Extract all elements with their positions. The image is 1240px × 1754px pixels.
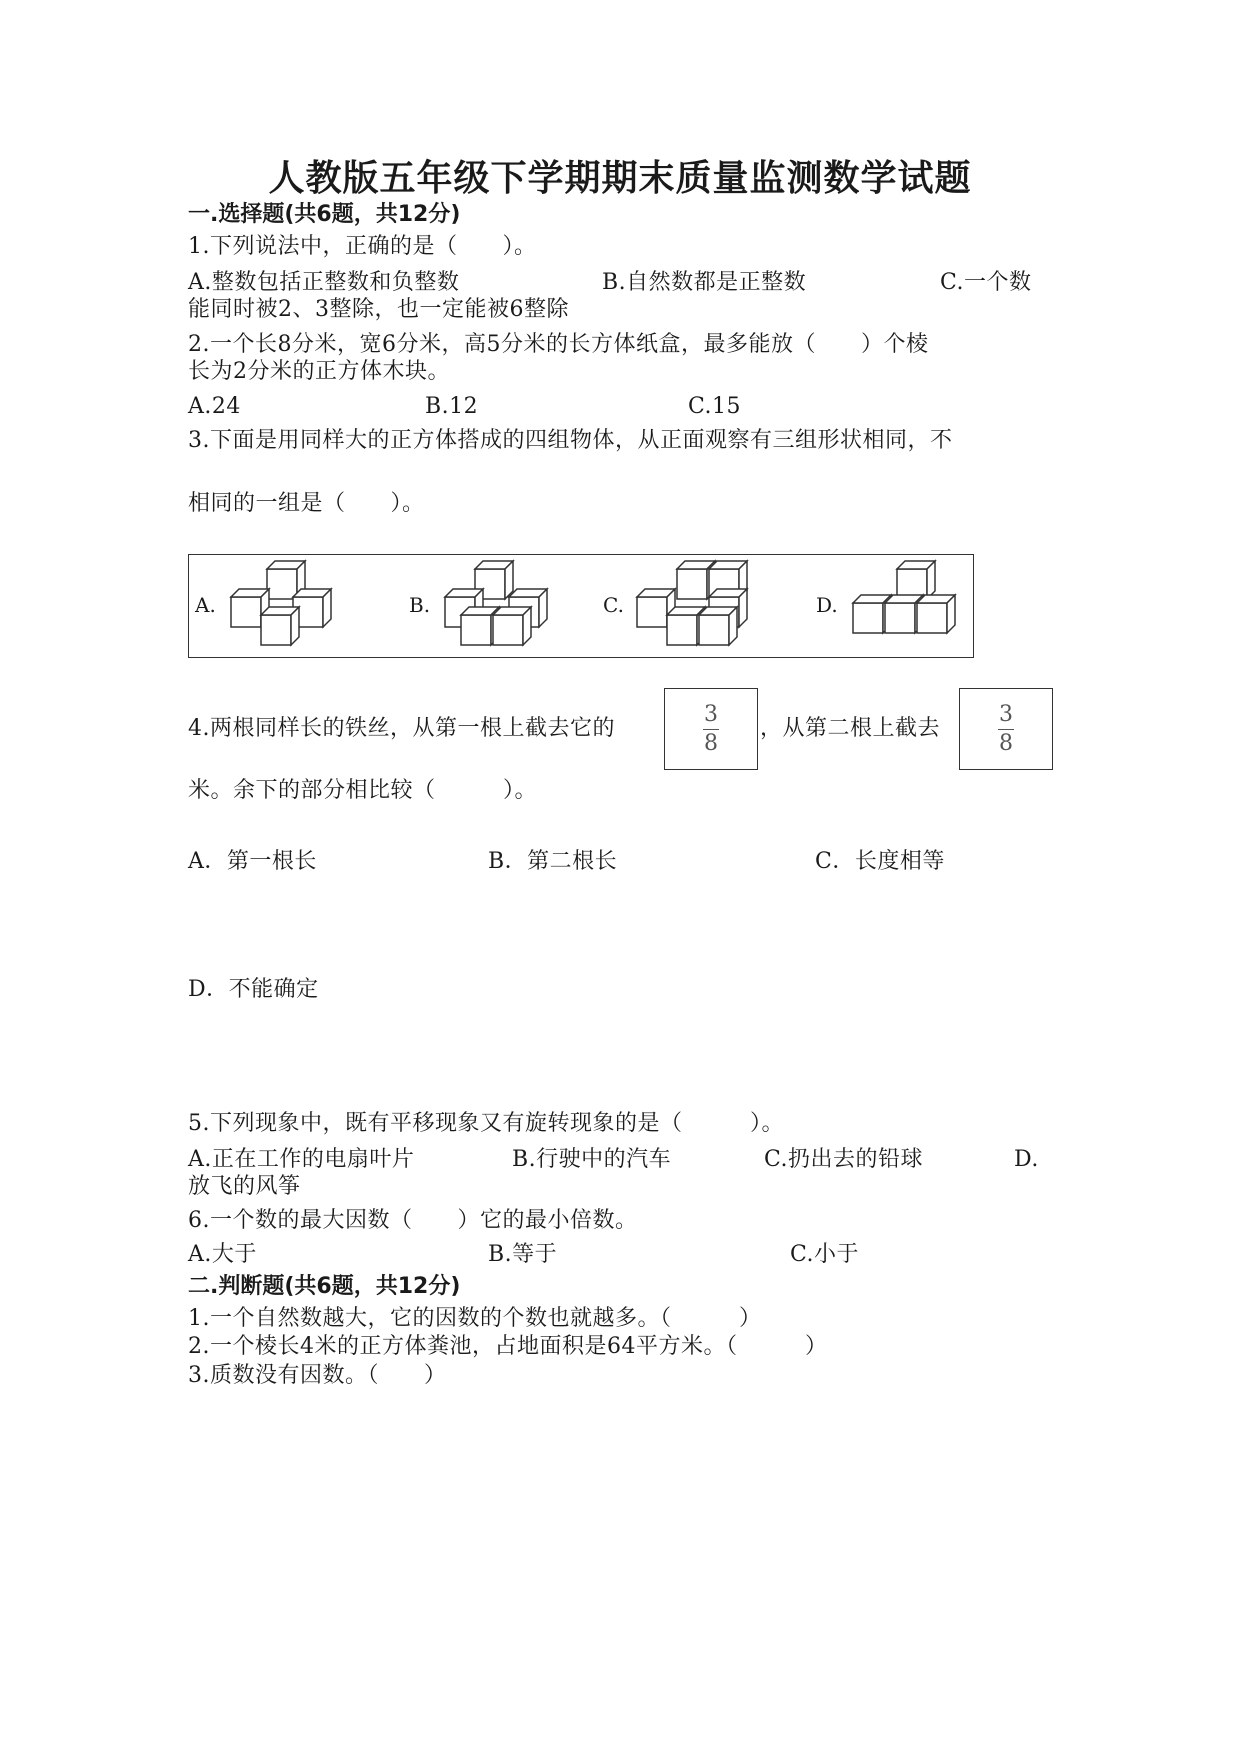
question-3-stem-line2: 相同的一组是（ ）。 (188, 491, 425, 516)
question-5-option-c: C.扔出去的铅球 (764, 1147, 924, 1172)
judgement-1: 1.一个自然数越大，它的因数的个数也就越多。（ ） (188, 1306, 762, 1331)
cube-group-d (853, 561, 955, 633)
fraction-1-denominator: 8 (704, 730, 718, 756)
question-5-stem: 5.下列现象中，既有平移现象又有旋转现象的是（ ）。 (188, 1111, 784, 1136)
question-2-option-b: B.12 (425, 394, 479, 419)
page-title: 人教版五年级下学期期末质量监测数学试题 (268, 158, 972, 199)
question-5-option-d-cont: 放飞的风筝 (188, 1174, 301, 1199)
question-4-option-a: A．第一根长 (188, 849, 317, 874)
question-5-option-a: A.正在工作的电扇叶片 (188, 1147, 415, 1172)
judgement-2: 2.一个棱长4米的正方体粪池，占地面积是64平方米。（ ） (188, 1334, 828, 1359)
question-6-option-b: B.等于 (488, 1242, 558, 1267)
figure-label-c: C. (603, 593, 624, 617)
question-4-stem-part1: 4.两根同样长的铁丝，从第一根上截去它的 (188, 716, 615, 741)
cube-group-a (231, 561, 331, 645)
cube-group-b (445, 561, 547, 645)
cube-figure-panel (188, 554, 974, 658)
question-6-stem: 6.一个数的最大因数（ ）它的最小倍数。 (188, 1208, 638, 1233)
question-4-option-c: C．长度相等 (815, 849, 945, 874)
question-1-option-c-cont: 能同时被2、3整除，也一定能被6整除 (188, 297, 569, 322)
question-2-option-a: A.24 (188, 394, 241, 419)
section-heading-judgement: 二.判断题(共6题，共12分) (188, 1274, 461, 1299)
fraction-2-denominator: 8 (999, 730, 1013, 756)
question-1-option-b: B.自然数都是正整数 (602, 270, 807, 295)
question-2-stem-line2: 长为2分米的正方体木块。 (188, 359, 450, 384)
question-4-option-d: D．不能确定 (188, 977, 319, 1002)
question-6-option-c: C.小于 (790, 1242, 860, 1267)
question-5-option-d: D. (1014, 1147, 1039, 1172)
question-1-option-c: C.一个数 (940, 270, 1032, 295)
fraction-2-numerator: 3 (999, 701, 1013, 727)
figure-label-b: B. (409, 593, 431, 617)
section-heading-choice: 一.选择题(共6题，共12分) (188, 202, 461, 227)
judgement-3: 3.质数没有因数。（ ） (188, 1363, 447, 1388)
question-5-option-b: B.行驶中的汽车 (512, 1147, 672, 1172)
question-4-option-b: B．第二根长 (488, 849, 618, 874)
question-4-stem-line2: 米。余下的部分相比较（ ）。 (188, 778, 538, 803)
question-4-stem-part2: ，从第二根上截去 (760, 716, 941, 741)
question-2-option-c: C.15 (688, 394, 742, 419)
question-1-option-a: A.整数包括正整数和负整数 (188, 270, 460, 295)
fraction-box-1 (664, 688, 758, 770)
question-6-option-a: A.大于 (188, 1242, 257, 1267)
fraction-box-2 (959, 688, 1053, 770)
cube-group-c (637, 561, 747, 645)
figure-label-a: A. (195, 593, 216, 617)
figure-label-d: D. (816, 593, 838, 617)
question-1-stem: 1.下列说法中，正确的是（ ）。 (188, 234, 537, 259)
question-3-stem-line1: 3.下面是用同样大的正方体搭成的四组物体，从正面观察有三组形状相同，不 (188, 428, 953, 453)
cube-groups-drawing (189, 555, 973, 657)
fraction-1-numerator: 3 (704, 701, 718, 727)
question-2-stem-line1: 2.一个长8分米，宽6分米，高5分米的长方体纸盒，最多能放（ ）个棱 (188, 332, 929, 357)
